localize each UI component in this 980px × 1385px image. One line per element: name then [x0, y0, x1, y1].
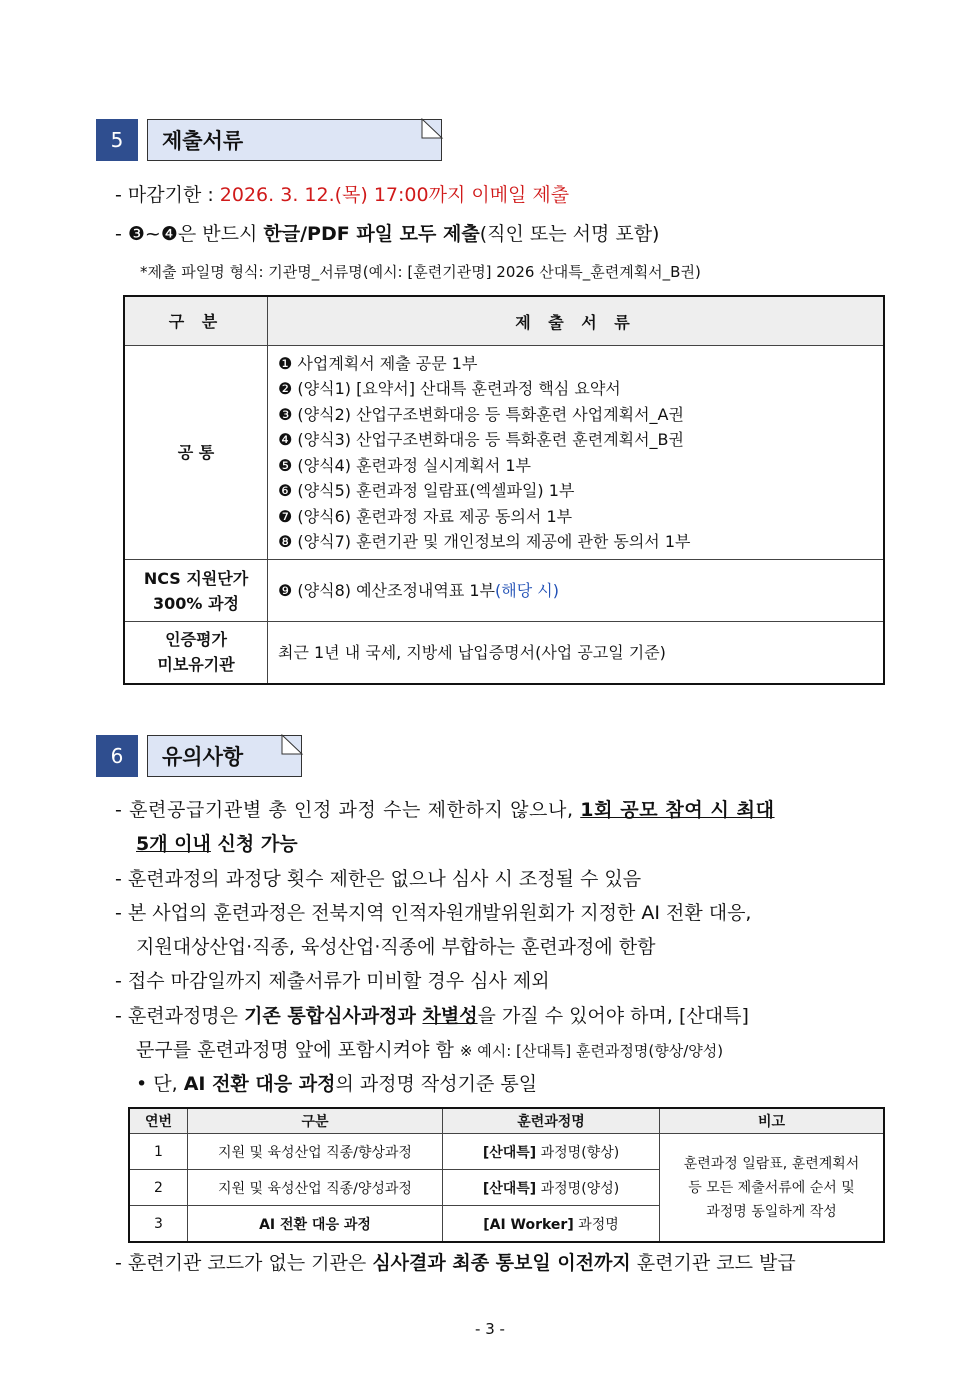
file-format-line: [115, 219, 659, 249]
header-type: 구분: [188, 1108, 443, 1134]
filename-note: *제출 파일명 형식: 기관명_서류명(예시: [훈련기관명] 2026 산대특_훈련계획서_B권): [140, 263, 701, 281]
cell-name: [443, 1134, 660, 1170]
notice-emphasis: 기존 통합심사과정과: [244, 1005, 423, 1027]
category-line: 인증평가: [165, 630, 227, 650]
notice-text: 의 과정명 작성기준 통일: [335, 1073, 538, 1095]
row-ncs-category: [124, 560, 268, 622]
list-item: ❷ (양식1) [요약서] 산대특 훈련과정 핵심 요약서: [278, 379, 621, 398]
table-header-row: [124, 296, 884, 346]
notice-3-cont: 지원대상산업·직종, 육성산업·직종에 부합하는 훈련과정에 한함: [136, 936, 656, 958]
header-category: 구 분: [124, 296, 268, 346]
section6-fold-decoration: [280, 734, 304, 756]
header-no: 연번: [129, 1108, 188, 1134]
notice-text: 을 가질 수 있어야 하며, [산대특]: [477, 1005, 749, 1027]
table-row: [129, 1134, 884, 1170]
file-format-bold: 한글/PDF 파일 모두 제출: [263, 223, 480, 245]
category-line: NCS 지원단가: [143, 568, 249, 588]
notice-text: - 훈련기관 코드가 없는 기관은: [115, 1252, 373, 1274]
list-item: ❶ 사업계획서 제출 공문 1부: [278, 353, 478, 373]
cell-name: [443, 1170, 660, 1206]
notice-example: ※ 예시: [산대특] 훈련과정명(향상/양성): [459, 1042, 724, 1060]
name-suffix: 과정명(양성): [536, 1180, 620, 1197]
file-format-suffix: (직인 또는 서명 포함): [479, 223, 660, 245]
table-row: [124, 346, 884, 560]
row-ncs-item: [268, 560, 885, 622]
cell-type: 지원 및 육성산업 직종/양성과정: [188, 1170, 443, 1206]
list-item: ❸ (양식2) 산업구조변화대응 등 특화훈련 사업계획서_A권: [278, 404, 684, 424]
category-line: 300% 과정: [153, 593, 239, 613]
section6-number: 6: [96, 735, 138, 777]
notice-1-cont: [136, 829, 298, 859]
notice-emphasis: 차별성: [422, 1005, 478, 1027]
submission-docs-table: [123, 295, 885, 685]
section5-fold-decoration: [420, 118, 444, 140]
notice-6: [136, 1069, 537, 1099]
cell-name: [443, 1206, 660, 1243]
table-header-row: [129, 1108, 884, 1134]
section6-title: 유의사항: [147, 735, 302, 777]
notice-emphasis: AI 전환 대응 과정: [183, 1073, 336, 1095]
row-common-items: [268, 346, 885, 560]
name-prefix: [AI Worker]: [483, 1216, 574, 1233]
notice-5: [115, 1001, 749, 1031]
deadline-value: 2026. 3. 12.(목) 17:00까지 이메일 제출: [219, 184, 570, 206]
note-line: 과정명 동일하게 작성: [706, 1203, 837, 1220]
deadline-line: [115, 180, 569, 210]
table-row: [124, 622, 884, 684]
notice-text: - 훈련공급기관별 총 인정 과정 수는 제한하지 않으나,: [115, 799, 581, 821]
name-prefix: [산대특]: [482, 1180, 537, 1197]
list-item: ❺ (양식4) 훈련과정 실시계획서 1부: [278, 455, 532, 475]
notice-5-cont: [136, 1035, 723, 1066]
cell-type: 지원 및 육성산업 직종/향상과정: [188, 1134, 443, 1170]
list-item: ❽ (양식7) 훈련기관 및 개인정보의 제공에 관한 동의서 1부: [278, 532, 691, 551]
section5-title: 제출서류: [147, 119, 442, 161]
notice-text: - 훈련과정명은: [115, 1005, 245, 1027]
header-note: 비고: [660, 1108, 885, 1134]
item-text: ❾ (양식8) 예산조정내역표 1부: [278, 580, 496, 600]
list-item: ❹ (양식3) 산업구조변화대응 등 특화훈련 훈련계획서_B권: [278, 430, 684, 449]
cell-no: 3: [129, 1206, 188, 1243]
deadline-label: - 마감기한 :: [115, 184, 220, 206]
table-row: [124, 560, 884, 622]
page-number: - 3 -: [475, 1320, 505, 1338]
notice-2: - 훈련과정의 과정당 횟수 제한은 없으나 심사 시 조정될 수 있음: [115, 868, 642, 890]
notice-text: 문구를 훈련과정명 앞에 포함시켜야 함: [136, 1039, 460, 1061]
header-name: 훈련과정명: [443, 1108, 660, 1134]
notice-4: - 접수 마감일까지 제출서류가 미비할 경우 심사 제외: [115, 970, 550, 992]
cell-no: 1: [129, 1134, 188, 1170]
section5-number: 5: [96, 119, 138, 161]
notice-1: [115, 795, 775, 825]
cell-note: [660, 1134, 885, 1243]
list-item: ❻ (양식5) 훈련과정 일람표(엑셀파일) 1부: [278, 481, 575, 500]
list-item: ❼ (양식6) 훈련과정 자료 제공 동의서 1부: [278, 506, 573, 526]
note-line: 등 모든 제출서류에 순서 및: [688, 1179, 855, 1196]
notice-3: - 본 사업의 훈련과정은 전북지역 인적자원개발위원회가 지정한 AI 전환 대응,: [115, 902, 752, 924]
notice-emphasis: 1회 공모 참여 시 최대: [580, 799, 775, 821]
notice-text: • 단,: [136, 1073, 184, 1095]
row-common-category: 공 통: [124, 346, 268, 560]
item-note: (해당 시): [495, 580, 559, 600]
note-line: 훈련과정 일람표, 훈련계획서: [683, 1155, 860, 1172]
course-naming-table: [128, 1107, 885, 1243]
row-cert-item: 최근 1년 내 국세, 지방세 납입증명서(사업 공고일 기준): [268, 622, 885, 684]
file-format-prefix: - ❸~❹은 반드시: [115, 223, 264, 245]
notice-emphasis: 심사결과 최종 통보일 이전까지: [372, 1252, 631, 1274]
notice-7: [115, 1248, 796, 1278]
name-suffix: 과정명(향상): [536, 1144, 620, 1161]
header-docs: 제 출 서 류: [268, 296, 885, 346]
cell-no: 2: [129, 1170, 188, 1206]
name-suffix: 과정명: [573, 1216, 619, 1233]
cell-type: AI 전환 대응 과정: [188, 1206, 443, 1243]
name-prefix: [산대특]: [482, 1144, 537, 1161]
notice-emphasis: 신청 가능: [210, 833, 298, 855]
row-cert-category: [124, 622, 268, 684]
notice-text: 훈련기관 코드 발급: [630, 1252, 796, 1274]
notice-emphasis: 5개 이내: [136, 833, 211, 855]
category-line: 미보유기관: [157, 655, 235, 675]
